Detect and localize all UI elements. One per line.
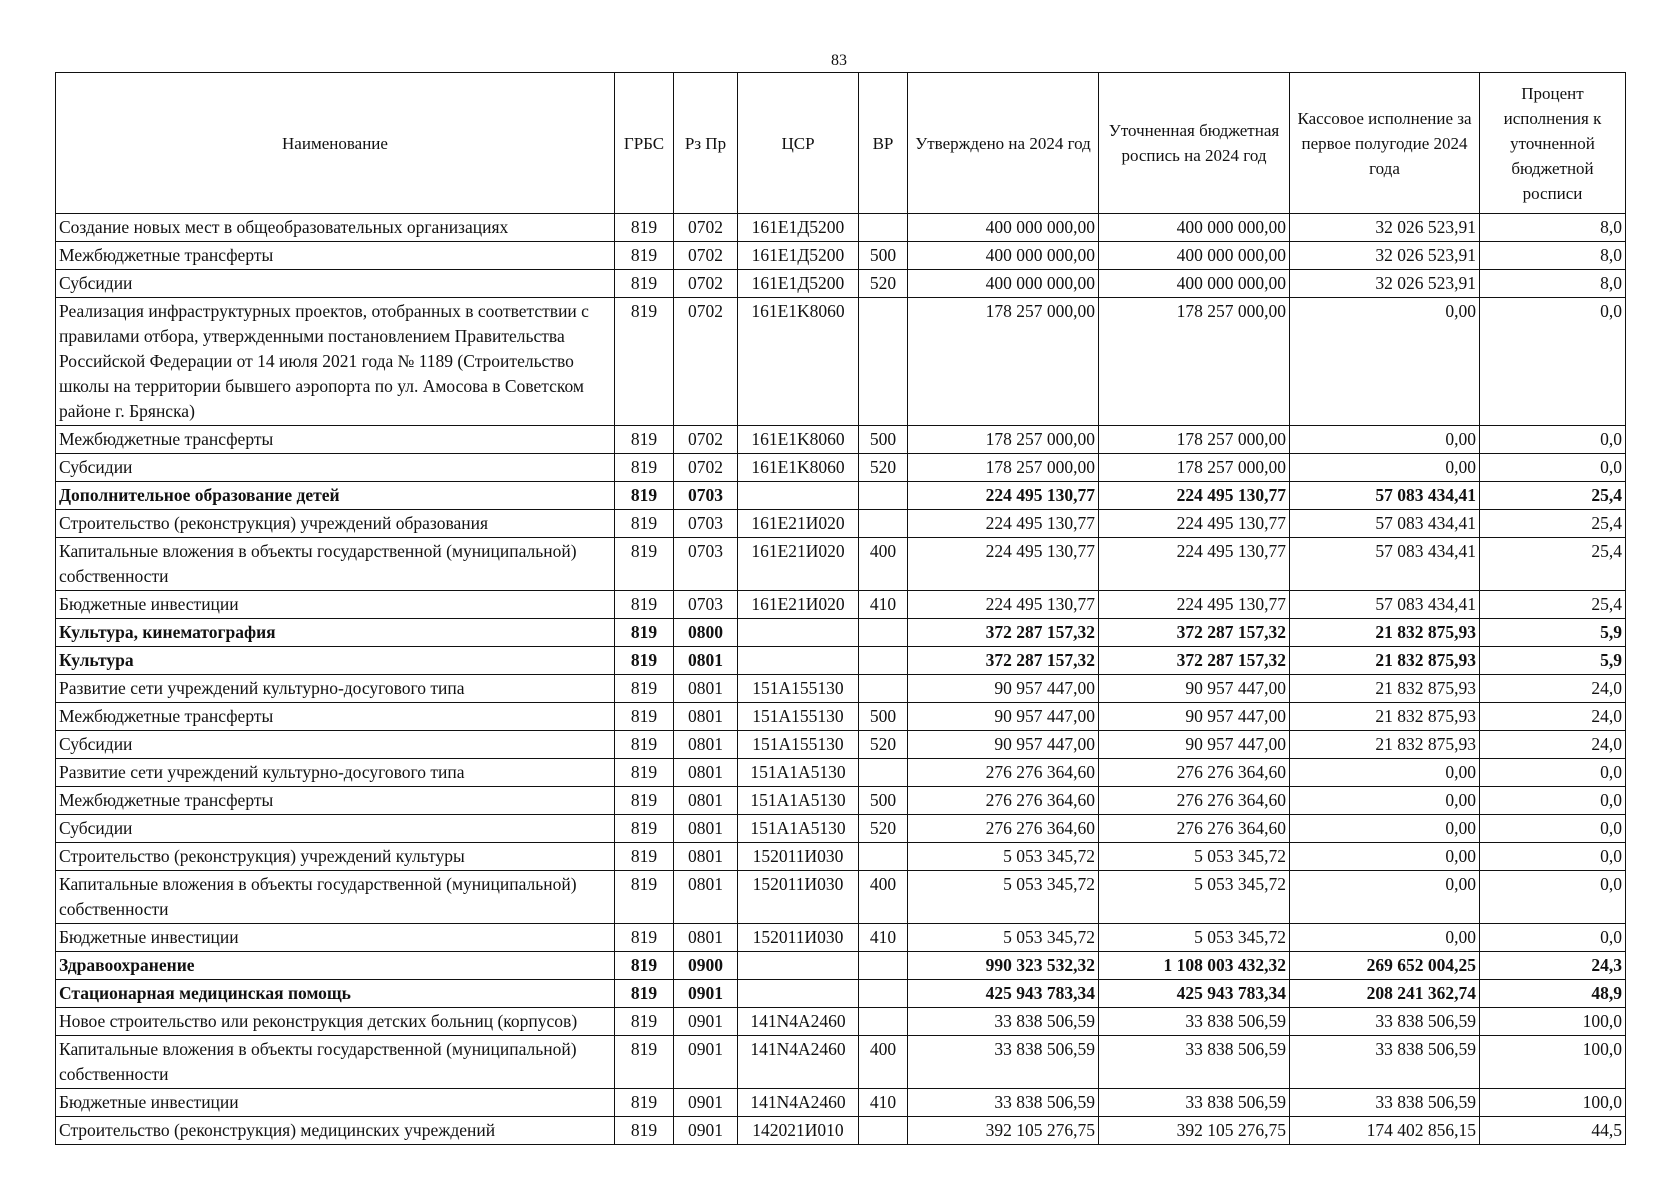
cell-refined: 178 257 000,00 [1099, 298, 1290, 426]
cell-percent: 25,4 [1480, 538, 1626, 591]
header-refined: Уточненная бюджетная роспись на 2024 год [1099, 73, 1290, 214]
cell-percent: 5,9 [1480, 619, 1626, 647]
cell-name: Культура, кинематография [56, 619, 615, 647]
table-row [56, 703, 1626, 731]
cell-vr [859, 298, 908, 426]
cell-approved: 392 105 276,75 [908, 1117, 1099, 1145]
header-approved: Утверждено на 2024 год [908, 73, 1099, 214]
cell-percent: 8,0 [1480, 214, 1626, 242]
cell-percent: 0,0 [1480, 924, 1626, 952]
cell-cash: 0,00 [1290, 815, 1480, 843]
cell-grbs: 819 [615, 270, 674, 298]
cell-refined: 276 276 364,60 [1099, 815, 1290, 843]
cell-percent: 100,0 [1480, 1008, 1626, 1036]
cell-cash: 57 083 434,41 [1290, 510, 1480, 538]
cell-grbs: 819 [615, 510, 674, 538]
cell-csr: 161E1K8060 [738, 454, 859, 482]
cell-vr [859, 675, 908, 703]
table-row [56, 647, 1626, 675]
cell-csr [738, 980, 859, 1008]
cell-vr: 520 [859, 454, 908, 482]
cell-name: Капитальные вложения в объекты государственной (муниципальной) собственности [56, 871, 615, 924]
cell-rzpr: 0702 [674, 426, 738, 454]
cell-csr: 161E1Д5200 [738, 242, 859, 270]
cell-cash: 208 241 362,74 [1290, 980, 1480, 1008]
cell-refined: 372 287 157,32 [1099, 619, 1290, 647]
table-row [56, 759, 1626, 787]
cell-vr: 500 [859, 787, 908, 815]
cell-rzpr: 0702 [674, 214, 738, 242]
cell-rzpr: 0801 [674, 787, 738, 815]
cell-percent: 5,9 [1480, 647, 1626, 675]
cell-percent: 24,0 [1480, 703, 1626, 731]
header-percent: Процент исполнения к уточненной бюджетной росписи [1480, 73, 1626, 214]
cell-cash: 21 832 875,93 [1290, 647, 1480, 675]
cell-csr: 141N4A2460 [738, 1036, 859, 1089]
cell-vr [859, 1117, 908, 1145]
cell-rzpr: 0703 [674, 591, 738, 619]
cell-approved: 400 000 000,00 [908, 214, 1099, 242]
cell-name: Строительство (реконструкция) медицинских учреждений [56, 1117, 615, 1145]
cell-rzpr: 0900 [674, 952, 738, 980]
cell-vr [859, 510, 908, 538]
cell-rzpr: 0801 [674, 731, 738, 759]
cell-cash: 174 402 856,15 [1290, 1117, 1480, 1145]
cell-vr: 500 [859, 242, 908, 270]
cell-grbs: 819 [615, 426, 674, 454]
cell-rzpr: 0702 [674, 454, 738, 482]
cell-cash: 0,00 [1290, 298, 1480, 426]
cell-rzpr: 0901 [674, 1036, 738, 1089]
cell-rzpr: 0703 [674, 538, 738, 591]
table-row [56, 952, 1626, 980]
cell-percent: 44,5 [1480, 1117, 1626, 1145]
cell-grbs: 819 [615, 843, 674, 871]
cell-grbs: 819 [615, 1008, 674, 1036]
cell-percent: 0,0 [1480, 298, 1626, 426]
cell-grbs: 819 [615, 924, 674, 952]
cell-grbs: 819 [615, 787, 674, 815]
cell-cash: 0,00 [1290, 426, 1480, 454]
cell-grbs: 819 [615, 980, 674, 1008]
cell-name: Капитальные вложения в объекты государственной (муниципальной) собственности [56, 538, 615, 591]
cell-csr: 141N4A2460 [738, 1089, 859, 1117]
cell-approved: 372 287 157,32 [908, 647, 1099, 675]
cell-refined: 33 838 506,59 [1099, 1008, 1290, 1036]
cell-name: Здравоохранение [56, 952, 615, 980]
cell-rzpr: 0901 [674, 1117, 738, 1145]
cell-percent: 100,0 [1480, 1036, 1626, 1089]
cell-percent: 25,4 [1480, 591, 1626, 619]
cell-refined: 400 000 000,00 [1099, 214, 1290, 242]
cell-cash: 32 026 523,91 [1290, 270, 1480, 298]
table-row [56, 538, 1626, 591]
cell-name: Межбюджетные трансферты [56, 242, 615, 270]
cell-cash: 0,00 [1290, 843, 1480, 871]
cell-csr: 161E1K8060 [738, 426, 859, 454]
cell-csr: 161E1K8060 [738, 298, 859, 426]
cell-refined: 178 257 000,00 [1099, 426, 1290, 454]
cell-cash: 0,00 [1290, 454, 1480, 482]
cell-refined: 5 053 345,72 [1099, 924, 1290, 952]
cell-rzpr: 0702 [674, 242, 738, 270]
cell-vr [859, 843, 908, 871]
cell-rzpr: 0901 [674, 1089, 738, 1117]
cell-refined: 400 000 000,00 [1099, 270, 1290, 298]
cell-approved: 178 257 000,00 [908, 454, 1099, 482]
cell-cash: 33 838 506,59 [1290, 1036, 1480, 1089]
cell-grbs: 819 [615, 759, 674, 787]
table-row [56, 815, 1626, 843]
cell-approved: 400 000 000,00 [908, 242, 1099, 270]
cell-approved: 276 276 364,60 [908, 759, 1099, 787]
cell-cash: 0,00 [1290, 871, 1480, 924]
cell-percent: 0,0 [1480, 815, 1626, 843]
cell-cash: 21 832 875,93 [1290, 619, 1480, 647]
cell-rzpr: 0901 [674, 1008, 738, 1036]
cell-vr [859, 980, 908, 1008]
cell-refined: 224 495 130,77 [1099, 482, 1290, 510]
cell-cash: 57 083 434,41 [1290, 482, 1480, 510]
cell-vr [859, 952, 908, 980]
cell-approved: 90 957 447,00 [908, 675, 1099, 703]
cell-grbs: 819 [615, 952, 674, 980]
cell-name: Межбюджетные трансферты [56, 787, 615, 815]
cell-vr: 520 [859, 815, 908, 843]
cell-approved: 5 053 345,72 [908, 924, 1099, 952]
cell-refined: 5 053 345,72 [1099, 843, 1290, 871]
cell-name: Строительство (реконструкция) учреждений образования [56, 510, 615, 538]
cell-approved: 224 495 130,77 [908, 538, 1099, 591]
cell-cash: 269 652 004,25 [1290, 952, 1480, 980]
cell-name: Межбюджетные трансферты [56, 426, 615, 454]
cell-grbs: 819 [615, 1117, 674, 1145]
cell-vr: 520 [859, 270, 908, 298]
cell-vr [859, 647, 908, 675]
cell-csr [738, 952, 859, 980]
cell-rzpr: 0801 [674, 924, 738, 952]
cell-rzpr: 0703 [674, 482, 738, 510]
cell-cash: 57 083 434,41 [1290, 538, 1480, 591]
cell-name: Реализация инфраструктурных проектов, отобранных в соответствии с правилами отбора, утвержденными постановлением Правительства Российской Федерации от 14 июля 2021 года № 1189 (Строительство школы на территории бывшего аэропорта по ул. Амосова в Советском районе г. Брянска) [56, 298, 615, 426]
cell-grbs: 819 [615, 242, 674, 270]
cell-name: Новое строительство или реконструкция детских больниц (корпусов) [56, 1008, 615, 1036]
cell-percent: 0,0 [1480, 759, 1626, 787]
cell-percent: 8,0 [1480, 270, 1626, 298]
table-row [56, 619, 1626, 647]
cell-name: Бюджетные инвестиции [56, 591, 615, 619]
cell-csr: 151A155130 [738, 731, 859, 759]
cell-rzpr: 0801 [674, 675, 738, 703]
cell-csr: 151A155130 [738, 703, 859, 731]
cell-vr [859, 214, 908, 242]
cell-percent: 0,0 [1480, 454, 1626, 482]
cell-grbs: 819 [615, 619, 674, 647]
cell-approved: 90 957 447,00 [908, 731, 1099, 759]
cell-approved: 90 957 447,00 [908, 703, 1099, 731]
table-row [56, 454, 1626, 482]
header-grbs: ГРБС [615, 73, 674, 214]
cell-name: Развитие сети учреждений культурно-досугового типа [56, 759, 615, 787]
cell-cash: 33 838 506,59 [1290, 1089, 1480, 1117]
cell-name: Бюджетные инвестиции [56, 924, 615, 952]
cell-csr: 151A155130 [738, 675, 859, 703]
cell-vr [859, 482, 908, 510]
cell-csr: 151A1A5130 [738, 759, 859, 787]
cell-name: Стационарная медицинская помощь [56, 980, 615, 1008]
cell-name: Культура [56, 647, 615, 675]
cell-name: Строительство (реконструкция) учреждений культуры [56, 843, 615, 871]
cell-vr [859, 1008, 908, 1036]
cell-approved: 400 000 000,00 [908, 270, 1099, 298]
cell-rzpr: 0901 [674, 980, 738, 1008]
cell-approved: 224 495 130,77 [908, 510, 1099, 538]
cell-refined: 400 000 000,00 [1099, 242, 1290, 270]
cell-cash: 0,00 [1290, 759, 1480, 787]
cell-approved: 178 257 000,00 [908, 298, 1099, 426]
cell-refined: 224 495 130,77 [1099, 591, 1290, 619]
cell-vr: 500 [859, 426, 908, 454]
cell-rzpr: 0800 [674, 619, 738, 647]
header-vr: ВР [859, 73, 908, 214]
cell-refined: 33 838 506,59 [1099, 1036, 1290, 1089]
cell-csr: 152011И030 [738, 843, 859, 871]
cell-percent: 24,0 [1480, 731, 1626, 759]
table-row [56, 980, 1626, 1008]
table-row [56, 1008, 1626, 1036]
table-row [56, 298, 1626, 426]
cell-rzpr: 0801 [674, 843, 738, 871]
cell-rzpr: 0801 [674, 759, 738, 787]
cell-csr: 161E21И020 [738, 591, 859, 619]
cell-csr: 161E21И020 [738, 510, 859, 538]
cell-percent: 25,4 [1480, 482, 1626, 510]
table-row [56, 871, 1626, 924]
cell-approved: 178 257 000,00 [908, 426, 1099, 454]
cell-name: Дополнительное образование детей [56, 482, 615, 510]
table-row [56, 675, 1626, 703]
table-row [56, 270, 1626, 298]
cell-vr: 520 [859, 731, 908, 759]
table-row [56, 214, 1626, 242]
cell-approved: 276 276 364,60 [908, 815, 1099, 843]
cell-csr: 161E1Д5200 [738, 214, 859, 242]
cell-grbs: 819 [615, 538, 674, 591]
cell-csr: 152011И030 [738, 871, 859, 924]
cell-grbs: 819 [615, 1089, 674, 1117]
table-row [56, 1117, 1626, 1145]
cell-approved: 33 838 506,59 [908, 1036, 1099, 1089]
cell-refined: 1 108 003 432,32 [1099, 952, 1290, 980]
cell-name: Субсидии [56, 270, 615, 298]
cell-refined: 90 957 447,00 [1099, 703, 1290, 731]
cell-percent: 24,3 [1480, 952, 1626, 980]
cell-approved: 5 053 345,72 [908, 871, 1099, 924]
cell-vr: 400 [859, 871, 908, 924]
cell-name: Развитие сети учреждений культурно-досугового типа [56, 675, 615, 703]
cell-cash: 57 083 434,41 [1290, 591, 1480, 619]
cell-approved: 372 287 157,32 [908, 619, 1099, 647]
cell-approved: 224 495 130,77 [908, 591, 1099, 619]
cell-refined: 372 287 157,32 [1099, 647, 1290, 675]
cell-rzpr: 0801 [674, 703, 738, 731]
cell-approved: 425 943 783,34 [908, 980, 1099, 1008]
cell-csr: 161E21И020 [738, 538, 859, 591]
cell-name: Субсидии [56, 815, 615, 843]
cell-percent: 48,9 [1480, 980, 1626, 1008]
cell-approved: 33 838 506,59 [908, 1008, 1099, 1036]
cell-grbs: 819 [615, 647, 674, 675]
cell-percent: 8,0 [1480, 242, 1626, 270]
cell-csr [738, 647, 859, 675]
cell-name: Субсидии [56, 731, 615, 759]
table-row [56, 242, 1626, 270]
cell-csr: 161E1Д5200 [738, 270, 859, 298]
cell-cash: 21 832 875,93 [1290, 731, 1480, 759]
cell-refined: 276 276 364,60 [1099, 787, 1290, 815]
cell-vr [859, 619, 908, 647]
cell-name: Межбюджетные трансферты [56, 703, 615, 731]
cell-grbs: 819 [615, 214, 674, 242]
cell-refined: 276 276 364,60 [1099, 759, 1290, 787]
cell-refined: 33 838 506,59 [1099, 1089, 1290, 1117]
table-row [56, 731, 1626, 759]
cell-percent: 0,0 [1480, 843, 1626, 871]
cell-approved: 990 323 532,32 [908, 952, 1099, 980]
budget-table [55, 72, 1626, 1145]
cell-percent: 25,4 [1480, 510, 1626, 538]
cell-rzpr: 0801 [674, 815, 738, 843]
cell-grbs: 819 [615, 1036, 674, 1089]
cell-refined: 224 495 130,77 [1099, 538, 1290, 591]
cell-refined: 392 105 276,75 [1099, 1117, 1290, 1145]
cell-percent: 100,0 [1480, 1089, 1626, 1117]
cell-refined: 178 257 000,00 [1099, 454, 1290, 482]
cell-grbs: 819 [615, 871, 674, 924]
cell-percent: 0,0 [1480, 787, 1626, 815]
cell-rzpr: 0703 [674, 510, 738, 538]
cell-csr [738, 482, 859, 510]
cell-refined: 5 053 345,72 [1099, 871, 1290, 924]
cell-csr: 151A1A5130 [738, 787, 859, 815]
cell-approved: 224 495 130,77 [908, 482, 1099, 510]
cell-approved: 5 053 345,72 [908, 843, 1099, 871]
cell-csr: 141N4A2460 [738, 1008, 859, 1036]
cell-grbs: 819 [615, 675, 674, 703]
cell-cash: 33 838 506,59 [1290, 1008, 1480, 1036]
cell-grbs: 819 [615, 703, 674, 731]
cell-csr: 142021И010 [738, 1117, 859, 1145]
table-row [56, 843, 1626, 871]
cell-csr [738, 619, 859, 647]
cell-approved: 33 838 506,59 [908, 1089, 1099, 1117]
cell-cash: 32 026 523,91 [1290, 214, 1480, 242]
cell-csr: 151A1A5130 [738, 815, 859, 843]
table-row [56, 482, 1626, 510]
page-number: 83 [831, 52, 847, 69]
table-row [56, 591, 1626, 619]
cell-name: Бюджетные инвестиции [56, 1089, 615, 1117]
cell-vr: 410 [859, 591, 908, 619]
cell-name: Субсидии [56, 454, 615, 482]
header-name: Наименование [56, 73, 615, 214]
cell-csr: 152011И030 [738, 924, 859, 952]
header-csr: ЦСР [738, 73, 859, 214]
cell-refined: 90 957 447,00 [1099, 731, 1290, 759]
table-row [56, 787, 1626, 815]
cell-percent: 0,0 [1480, 871, 1626, 924]
cell-vr: 400 [859, 1036, 908, 1089]
cell-cash: 21 832 875,93 [1290, 675, 1480, 703]
cell-refined: 90 957 447,00 [1099, 675, 1290, 703]
cell-cash: 0,00 [1290, 924, 1480, 952]
cell-rzpr: 0801 [674, 871, 738, 924]
cell-grbs: 819 [615, 482, 674, 510]
cell-refined: 425 943 783,34 [1099, 980, 1290, 1008]
table-row [56, 1089, 1626, 1117]
cell-cash: 21 832 875,93 [1290, 703, 1480, 731]
header-rzpr: Рз Пр [674, 73, 738, 214]
cell-vr: 500 [859, 703, 908, 731]
cell-name: Капитальные вложения в объекты государственной (муниципальной) собственности [56, 1036, 615, 1089]
cell-grbs: 819 [615, 591, 674, 619]
cell-rzpr: 0702 [674, 298, 738, 426]
cell-grbs: 819 [615, 298, 674, 426]
cell-rzpr: 0702 [674, 270, 738, 298]
cell-cash: 32 026 523,91 [1290, 242, 1480, 270]
cell-grbs: 819 [615, 815, 674, 843]
cell-vr: 410 [859, 924, 908, 952]
cell-refined: 224 495 130,77 [1099, 510, 1290, 538]
cell-cash: 0,00 [1290, 787, 1480, 815]
table-row [56, 1036, 1626, 1089]
table-row [56, 924, 1626, 952]
cell-name: Создание новых мест в общеобразовательных организациях [56, 214, 615, 242]
cell-approved: 276 276 364,60 [908, 787, 1099, 815]
header-cash: Кассовое исполнение за первое полугодие 2024 года [1290, 73, 1480, 214]
cell-vr: 410 [859, 1089, 908, 1117]
cell-vr [859, 759, 908, 787]
cell-grbs: 819 [615, 454, 674, 482]
cell-vr: 400 [859, 538, 908, 591]
cell-rzpr: 0801 [674, 647, 738, 675]
cell-grbs: 819 [615, 731, 674, 759]
table-row [56, 510, 1626, 538]
cell-percent: 0,0 [1480, 426, 1626, 454]
table-row [56, 426, 1626, 454]
cell-percent: 24,0 [1480, 675, 1626, 703]
table-header-row [56, 73, 1626, 214]
